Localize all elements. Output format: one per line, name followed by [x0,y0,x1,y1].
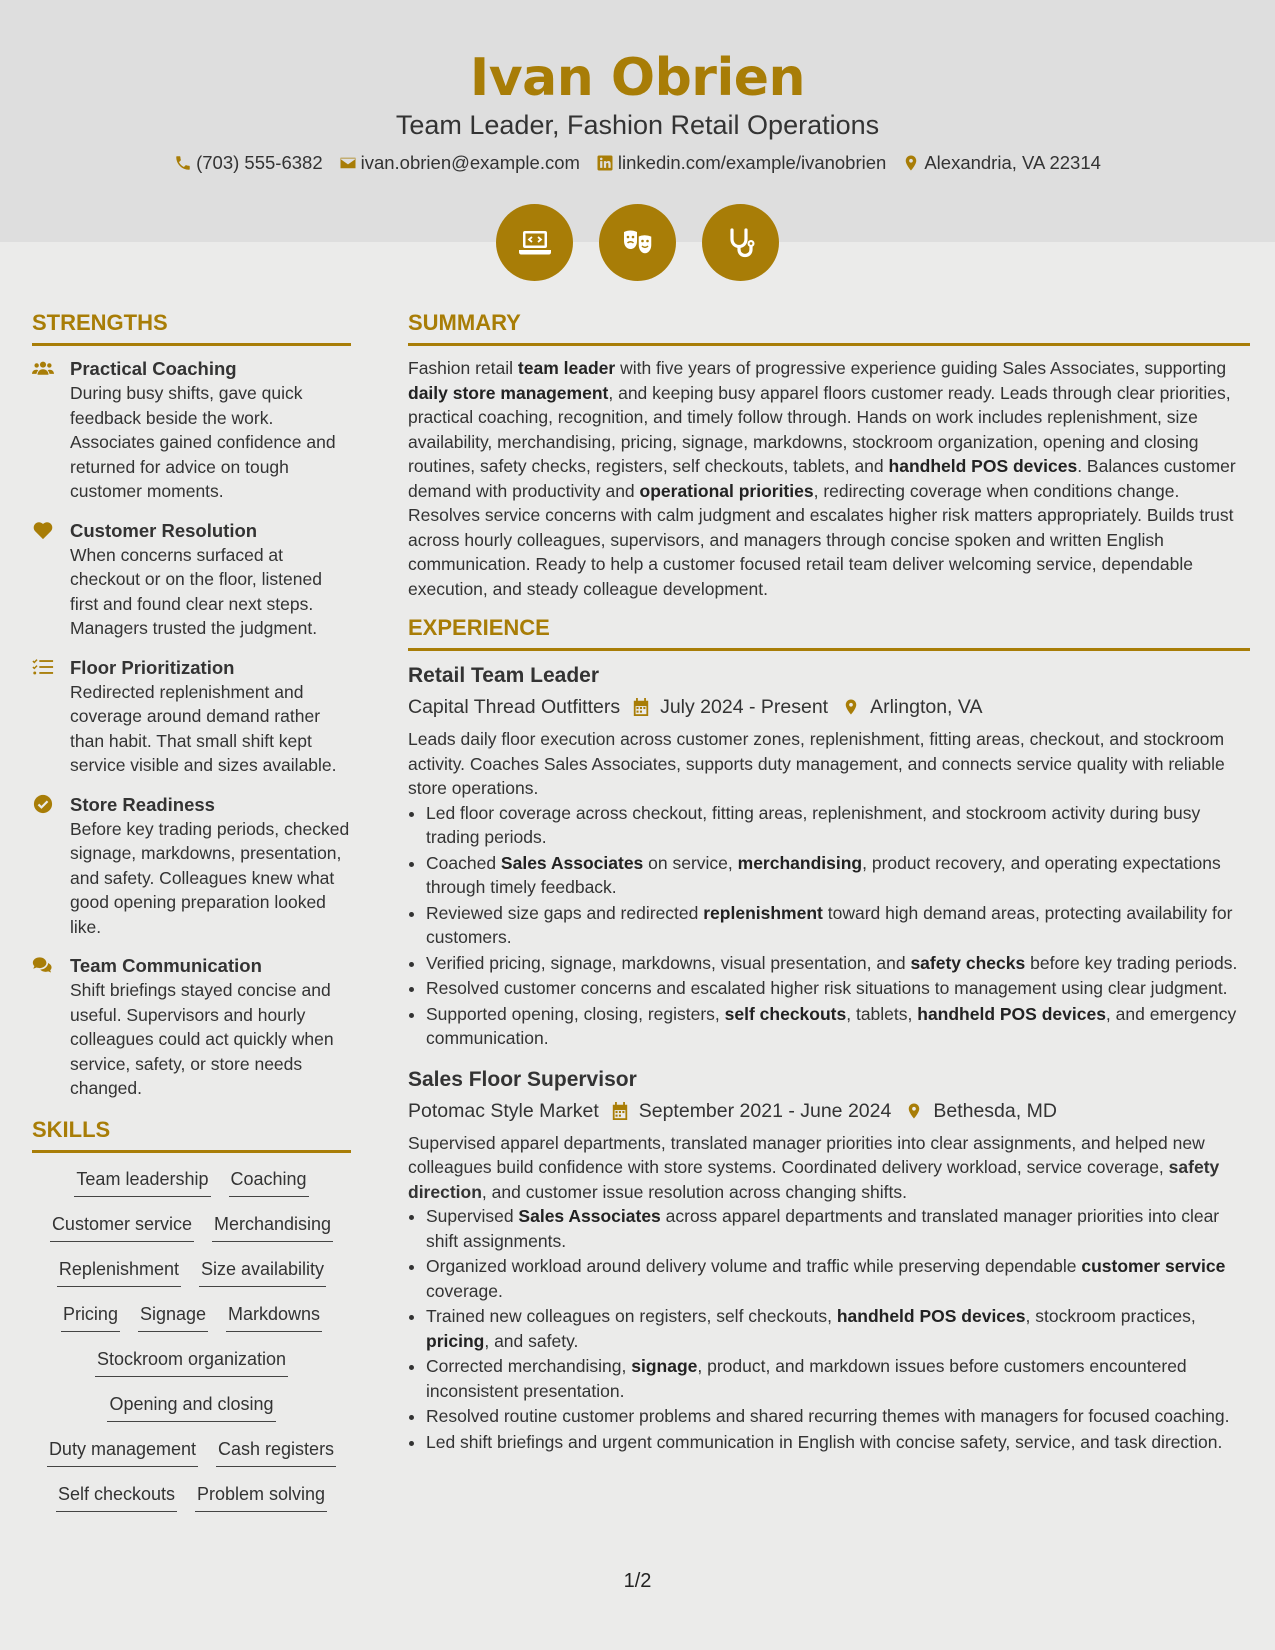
stethoscope-icon [721,223,761,263]
skills-heading: SKILLS [32,1115,351,1153]
contact-email[interactable] [339,152,580,174]
skill-tag: Size availability [199,1257,326,1287]
job-dates: July 2024 - Present [660,696,829,718]
job-dates: September 2021 - June 2024 [638,1099,892,1122]
strength-text: Shift briefings stayed concise and useful. Supervisors and hourly colleagues could act quickly when service, safety, or store needs changed. [70,980,334,1098]
contact-bar [0,152,1275,174]
experience-heading: EXPERIENCE [408,613,1250,651]
skill-row [32,1302,351,1333]
location-pin-icon [842,697,860,717]
contact-email-text: ivan.obrien@example.com [360,152,580,173]
job-bullet: • Coached Sales Associates on service, merchandising, product recovery, and operating expectations through timely feedback. [426,851,1250,900]
contact-location-text: Alexandria, VA 22314 [924,152,1101,173]
skill-row [32,1482,351,1513]
phone-icon [174,154,192,172]
job-location: Arlington, VA [870,696,983,718]
skill-row [32,1437,351,1468]
skill-tag: Pricing [61,1302,120,1332]
skill-tag: Markdowns [226,1302,322,1332]
job-description: Supervised apparel departments, translated manager priorities into clear assignments, and helped new colleagues build confidence with store systems. Coordinated delivery workload, service coverage, safety direction, and customer issue resolution across changing shifts. [408,1132,1220,1202]
contact-linkedin[interactable] [596,152,886,174]
job-company: Potomac Style Market [408,1099,599,1122]
left-column [32,308,351,1513]
job-bullet: • Organized workload around delivery volume and traffic while preserving dependable customer service coverage. [426,1254,1250,1303]
contact-phone-text: (703) 555-6382 [196,152,323,173]
email-icon [339,154,357,172]
strength-item [32,792,351,940]
location-pin-icon [905,1101,923,1121]
laptop-code-icon [515,223,555,263]
skill-tag: Self checkouts [56,1482,177,1512]
linkedin-icon [596,154,614,172]
job-location: Bethesda, MD [933,1099,1057,1122]
job-meta [408,691,1250,723]
skill-tag: Problem solving [195,1482,327,1512]
laptop-code-badge [496,204,573,281]
job-bullet: • Verified pricing, signage, markdowns, visual presentation, and safety checks before key trading periods. [426,951,1250,976]
stethoscope-badge [702,204,779,281]
strength-heading: Customer Resolution [70,519,258,541]
list-check-icon [32,657,54,677]
skill-tag: Stockroom organization [95,1347,288,1377]
strength-heading: Store Readiness [70,793,215,815]
job-entry [408,661,1250,1051]
strength-heading: Practical Coaching [70,358,237,379]
interest-badges [0,204,1275,281]
job-role: Retail Team Leader [408,664,600,687]
skills-list [32,1167,351,1513]
job-role: Sales Floor Supervisor [408,1067,637,1091]
check-circle-icon [32,794,54,814]
strength-heading: Team Communication [70,955,262,976]
calendar-icon [611,1101,629,1121]
skill-row [32,1212,351,1243]
job-bullet: • Led floor coverage across checkout, fitting areas, replenishment, and stockroom activity during busy trading periods. [426,801,1250,850]
job-bullets [426,1204,1250,1454]
strength-heading: Floor Prioritization [70,656,235,678]
job-bullet: • Corrected merchandising, signage, product, and markdown issues before customers encountered inconsistent presentation. [426,1354,1250,1403]
skill-tag: Team leadership [74,1167,210,1197]
skill-tag: Opening and closing [107,1392,275,1422]
job-meta [408,1095,1250,1127]
job-bullet: • Supported opening, closing, registers, self checkouts, tablets, handheld POS devices, and emergency communication. [426,1002,1250,1051]
skill-tag: Duty management [47,1437,198,1467]
skill-row [32,1347,351,1378]
job-bullet: • Resolved routine customer problems and shared recurring themes with managers for focused coaching. [426,1404,1250,1429]
users-icon [32,358,54,378]
summary-heading: SUMMARY [408,308,1250,346]
contact-location [902,152,1101,174]
page-number: 1/2 [623,1570,652,1592]
strength-text: During busy shifts, gave quick feedback beside the work. Associates gained confidence and returned for advice on tough customer moments. [70,383,336,501]
strength-item [32,356,351,504]
skill-tag: Merchandising [212,1212,333,1242]
job-description: Leads daily floor execution across customer zones, replenishment, fitting areas, checkout, and stockroom activity. Coaches Sales Associates, supports duty management, and connects service quality with reliable store operations. [408,729,1225,798]
strength-text: Redirected replenishment and coverage around demand rather than habit. That small shift kept service visible and sizes available. [70,681,337,775]
strength-item [32,953,351,1101]
strength-text: Before key trading periods, checked signage, markdowns, presentation, and safety. Colleagues knew what good opening preparation looked like. [70,818,350,937]
job-bullet: • Resolved customer concerns and escalated higher risk situations to management using clear judgment. [426,976,1250,1001]
skill-tag: Cash registers [216,1437,336,1467]
right-column [408,308,1250,1468]
skill-tag: Customer service [50,1212,194,1242]
calendar-icon [632,697,650,717]
candidate-title: Team Leader, Fashion Retail Operations [395,110,880,140]
skill-tag: Signage [138,1302,208,1332]
skill-row [32,1257,351,1288]
theater-masks-icon [618,223,658,263]
job-bullet: • Supervised Sales Associates across apparel departments and translated manager priorities into clear shift assignments. [426,1204,1250,1253]
candidate-name: Ivan Obrien [469,48,806,108]
job-bullet: • Trained new colleagues on registers, self checkouts, handheld POS devices, stockroom practices, pricing, and safety. [426,1304,1250,1353]
job-bullet: • Reviewed size gaps and redirected replenishment toward high demand areas, protecting availability for customers. [426,901,1250,950]
job-company: Capital Thread Outfitters [408,696,621,718]
skill-row [32,1392,351,1423]
strength-text: When concerns surfaced at checkout or on the floor, listened first and found clear next steps. Managers trusted the judgment. [70,544,322,638]
contact-phone[interactable] [174,152,323,174]
job-bullets [426,801,1250,1051]
contact-linkedin-text: linkedin.com/example/ivanobrien [617,152,887,173]
strengths-heading: STRENGTHS [32,308,351,346]
job-entry [408,1065,1250,1455]
comments-icon [32,955,54,975]
theater-masks-badge [599,204,676,281]
location-pin-icon [902,154,920,172]
heart-icon [32,520,54,540]
strength-item [32,518,351,641]
job-bullet: • Led shift briefings and urgent communication in English with concise safety, service, and task direction. [426,1430,1250,1455]
strength-item [32,655,351,778]
skill-tag: Replenishment [57,1257,181,1287]
skill-row [32,1167,351,1198]
summary-text: Fashion retail team leader with five years of progressive experience guiding Sales Associates, supporting daily store management, and keeping busy apparel floors customer ready. Leads through clear priorities, practical coaching, recognition, and timely follow through. Hands on work includes replenishment, size availability, merchandising, pricing, signage, markdowns, stockroom organization, opening and closing routines, safety checks, registers, self checkouts, tablets, and handheld POS devices. Balances customer demand with productivity and operational priorities, redirecting coverage when conditions change. Resolves service concerns with calm judgment and escalates higher risk matters appropriately. Builds trust across hourly colleagues, supervisors, and managers through concise spoken and written English communication. Ready to help a customer focused retail team deliver welcoming service, dependable execution, and steady colleague development. [408,358,1236,599]
skill-tag: Coaching [229,1167,309,1197]
